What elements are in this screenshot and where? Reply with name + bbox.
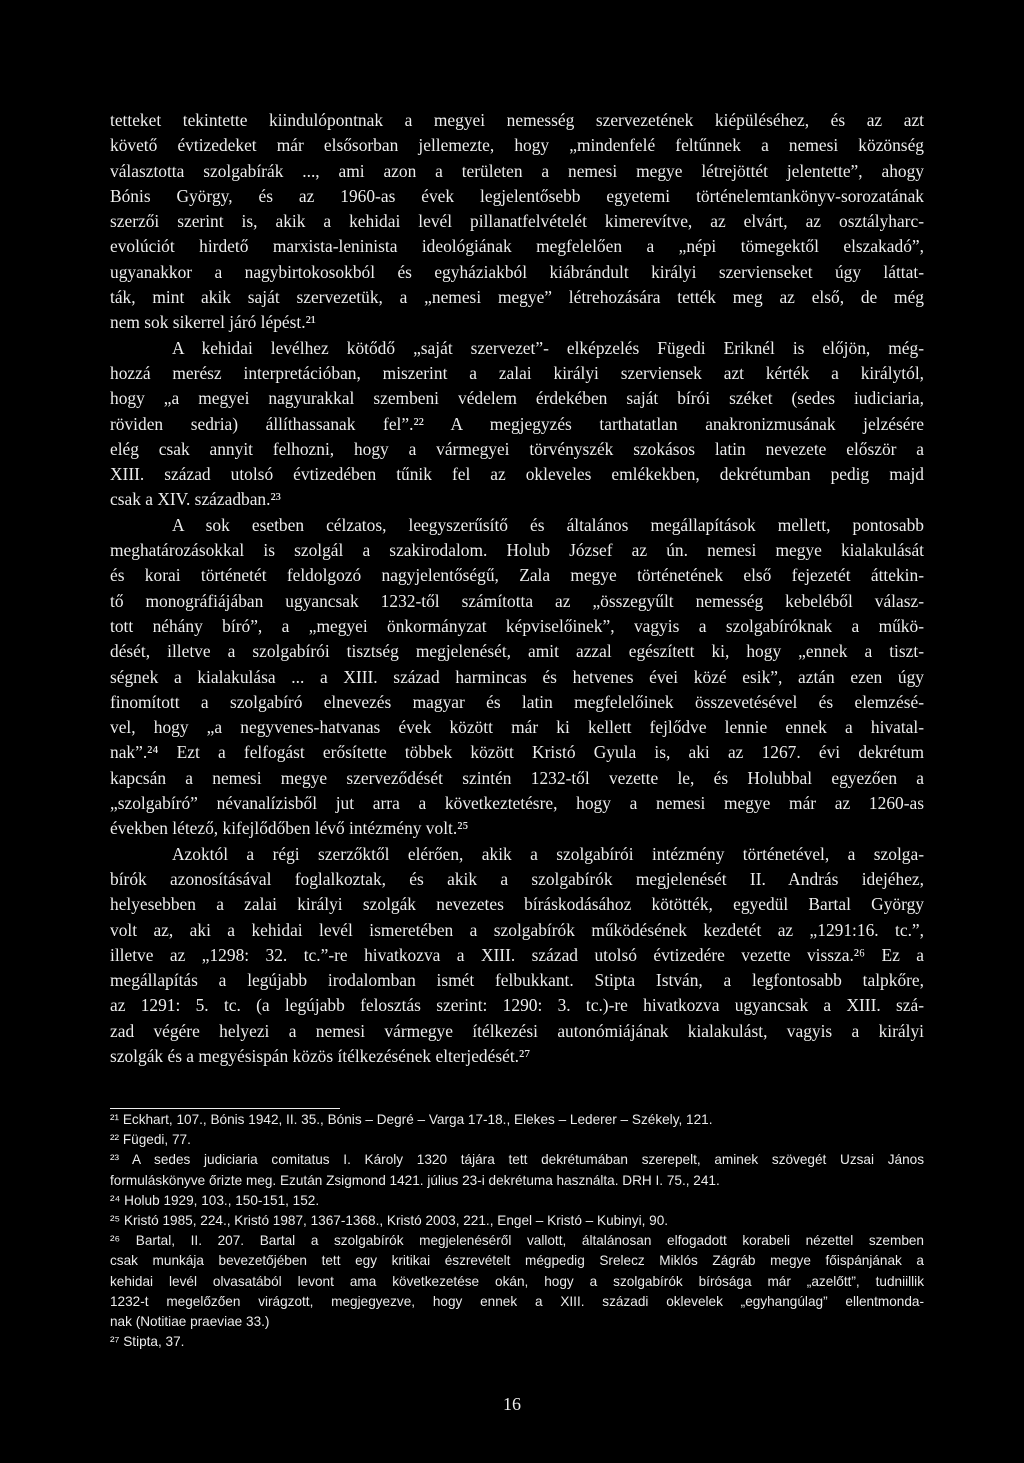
body-line: követő évtizedeket már elsősorban jellemezte, hogy „mindenfelé feltűnnek a nemesi közönség: [110, 135, 924, 156]
body-line: A kehidai levélhez kötődő „saját szervezet”- elképzelés Fügedi Eriknél is előjön, még-: [172, 337, 924, 358]
body-line: ták, mint akik saját szervezetük, a „nemesi megye” létrehozására tették meg az első, de még: [110, 287, 924, 308]
footnote-line: csak munkája bevezetőjében tett egy kritikai észrevételt mégpedig Srelecz Miklós Zágráb megye főispánjának a: [110, 1253, 924, 1269]
footnote-line: ²⁵ Kristó 1985, 224., Kristó 1987, 1367-1368., Kristó 2003, 221., Engel – Kristó – Kubinyi, 90.: [110, 1212, 669, 1228]
body-line: megállapítás a legújabb irodalomban ismét felbukkant. Stipta István, a legfontosabb talpkőre,: [110, 970, 924, 991]
body-line: ségnek a kialakulása ... a XIII. század harmincas és hetvenes évei közé esik”, aztán ezen úgy: [110, 666, 924, 687]
body-line: volt az, aki a kehidai levél ismeretében a szolgabírók működésének kezdetét az „1291:16. tc.”,: [110, 919, 924, 940]
body-line: tetteket tekintette kiindulópontnak a megyei nemesség szervezetének kiépüléséhez, és az azt: [110, 110, 924, 130]
body-line: az 1291: 5. tc. (a legújabb felosztás szerint: 1290: 3. tc.)-re hivatkozva ugyancsak a XIII. szá-: [110, 995, 924, 1016]
footnote-line: ²⁷ Stipta, 37.: [110, 1334, 185, 1350]
footnote-line: kehidai levél olvasatából levont ama következetése okán, hogy a szolgabírók bírósága már „azelőtt”, tudniillik: [110, 1273, 924, 1289]
body-line: tő monográfiájában ugyancsak 1232-től számította az „összegyűlt nemesség kebeléből válasz-: [110, 590, 924, 611]
footnote-line: ²¹ Eckhart, 107., Bónis 1942, II. 35., Bónis – Degré – Varga 17-18., Elekes – Lederer – Székely, 121.: [110, 1112, 713, 1127]
body-line: tott néhány bíró”, a „megyei önkormányzat képviselőinek”, vagyis a szolgabíróknak a műkö-: [110, 615, 924, 636]
footnote-line: ²² Fügedi, 77.: [110, 1132, 191, 1148]
body-line: vel, hogy „a negyvenes-hatvanas évek között már ki kellett fejlődve lennie ennek a hivatal-: [110, 717, 924, 738]
body-line: A sok esetben célzatos, leegyszerűsítő és általános megállapítások mellett, pontosabb: [172, 514, 924, 535]
body-line: szerzői szerint is, akik a kehidai levél pillanatfelvételét kimerevítve, az elvárt, az osztályharc-: [110, 211, 924, 232]
body-line: röviden sedria) állíthassanak fel”.²² A megjegyzés tarthatatlan anakronizmusának jelzésére: [110, 413, 924, 434]
body-line: és korai történetét feldolgozó nagyjelentőségű, Zala megye történetének első fejezetét áttekin-: [110, 565, 924, 586]
body-line: ugyanakkor a nagybirtokosokból és egyháziakból kiábrándult királyi szervienseket úgy láttat-: [110, 261, 924, 282]
footnotes: [110, 1110, 924, 1352]
body-text: [110, 108, 924, 1069]
footnote-line: formuláskönyve őrizte meg. Ezután Zsigmond 1421. július 23-i dekrétuma használta. DRH I. 75., 241.: [110, 1172, 720, 1188]
body-line: hogy „a megyei nagyurakkal szembeni védelem érdekében saját bírói széket (sedes iudiciaria,: [110, 388, 924, 409]
body-line: választotta szolgabírák ..., ami azon a területen a nemesi megye létrejöttét jelentette”, ahogy: [110, 160, 924, 181]
page-number: 16: [503, 1394, 521, 1414]
body-line: XIII. század utolsó évtizedében tűnik fel az okleveles emlékekben, dekrétumban pedig majd: [110, 464, 924, 485]
body-line: kapcsán a nemesi megye szerveződését szintén 1232-től vezette le, és Holubbal egyezően a: [110, 767, 924, 788]
body-line: helyesebben a zalai királyi szolgák nevezetes bíráskodásához kötötték, egyedül Bartal György: [110, 894, 924, 915]
body-line: Azoktól a régi szerzőktől elérően, akik a szolgabírói intézmény történetével, a szolga-: [172, 843, 924, 864]
body-line: Bónis György, és az 1960-as évek legjelentősebb egyetemi történelemtankönyv-sorozatának: [110, 185, 924, 206]
body-line: nak”.²⁴ Ezt a felfogást erősítette többek között Kristó Gyula is, aki az 1267. évi dekrétum: [110, 742, 924, 763]
body-line: illetve az „1298: 32. tc.”-re hivatkozva a XIII. század utolsó évtizedére vezette vissza.²⁶ Ez a: [110, 944, 924, 965]
body-line: szolgák és a megyésispán közös ítélkezésének elterjedését.²⁷: [110, 1045, 531, 1066]
body-line: dését, illetve a szolgabírói tisztség megjelenését, amit azzal egészített ki, hogy „ennek a tiszt-: [110, 641, 924, 662]
footnote-line: ²⁴ Holub 1929, 103., 150-151, 152.: [110, 1192, 320, 1208]
body-line: evolúciót hirdető marxista-leninista ideológiának megfelelően a „népi tömegektől elszakadó”,: [110, 236, 924, 257]
body-line: nem sok sikerrel járó lépést.²¹: [110, 312, 317, 333]
body-line: meghatározásokkal is szolgál a szakirodalom. Holub József az ún. nemesi megye kialakulását: [110, 540, 924, 561]
body-line: elég csak annyit felhozni, hogy a vármegyei törvényszék szokásos latin nevezete először a: [110, 438, 924, 459]
body-line: években létező, kifejlődőben lévő intézmény volt.²⁵: [110, 818, 469, 839]
body-line: hozzá merész interpretációban, miszerint a zalai királyi szerviensek azt kérték a királytól,: [110, 362, 924, 383]
footnote-divider: [110, 1108, 340, 1109]
body-line: zad végére helyezi a nemesi vármegye ítélkezési autonómiájának kialakulást, vagyis a királyi: [110, 1020, 924, 1041]
body-line: „szolgabíró” névanalízisből jut arra a következtetésre, hogy a nemesi megye már az 1260-as: [110, 793, 924, 814]
footnote-line: ²⁶ Bartal, II. 207. Bartal a szolgabírók megjelenéséről vallott, általánosan elfogadott korabeli nézettel szemben: [110, 1233, 924, 1249]
body-line: csak a XIV. században.²³: [110, 489, 281, 510]
footnote-line: 1232-t megelőzően virágzott, megjegyezve, hogy ennek a XIII. századi oklevelek „egyhangúlag” ellentmonda-: [110, 1293, 924, 1309]
footnote-line: ²³ A sedes judiciaria comitatus I. Károly 1320 tájára tett dekrétumában szerepelt, aminek szövegét Uzsai János: [110, 1152, 924, 1168]
footnote-line: nak (Notitiae praeviae 33.): [110, 1313, 270, 1329]
body-line: finomított a szolgabíró elnevezés magyar és latin megfelelőinek összevetésével és elemzésé-: [110, 691, 924, 712]
body-line: bírók azonosításával foglalkoztak, és akik a szolgabírók megjelenését II. András idejéhez,: [110, 868, 924, 889]
